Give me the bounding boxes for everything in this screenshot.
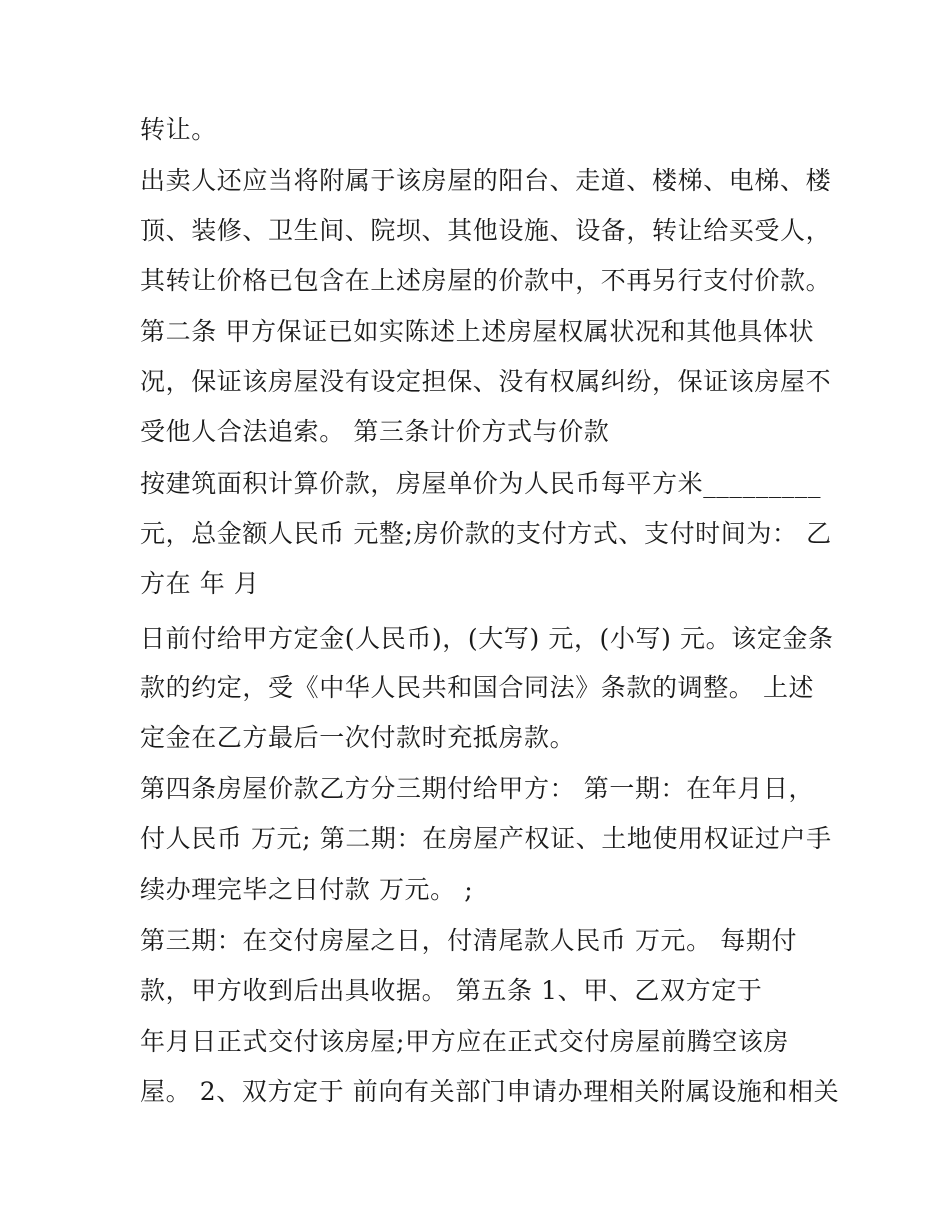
text-line: 转让。 (140, 115, 217, 144)
text-line: 日前付给甲方定金(人民币)，(大写) 元，(小写) 元。该定金条 (140, 624, 834, 653)
text-line: 续办理完毕之日付款 万元。 ; (140, 875, 474, 904)
text-line: 付人民币 万元; 第二期：在房屋产权证、土地使用权证过户手 (140, 824, 832, 853)
text-line: 定金在乙方最后一次付款时充抵房款。 (140, 723, 576, 752)
text-line: 按建筑面积计算价款，房屋单价为人民币每平方米_________ (140, 469, 822, 498)
text-line: 况，保证该房屋没有设定担保、没有权属纠纷，保证该房屋不 (140, 367, 832, 396)
text-line: 第二条 甲方保证已如实陈述上述房屋权属状况和其他具体状 (140, 317, 815, 346)
text-line: 第四条房屋价款乙方分三期付给甲方： 第一期：在年月日， (140, 774, 815, 803)
text-line: 款，甲方收到后出具收据。 第五条 1、甲、乙双方定于 (140, 976, 763, 1005)
text-line: 款的约定，受《中华人民共和国合同法》条款的调整。 上述 (140, 673, 815, 702)
text-line: 顶、装修、卫生间、院坝、其他设施、设备，转让给买受人， (140, 216, 832, 245)
text-line: 方在 年 月 (140, 569, 260, 598)
text-line: 年月日正式交付该房屋;甲方应在正式交付房屋前腾空该房 (140, 1027, 790, 1056)
text-line: 元，总金额人民币 元整;房价款的支付方式、支付时间为： 乙 (140, 519, 832, 548)
text-line: 受他人合法追索。 第三条计价方式与价款 (140, 417, 610, 446)
text-line: 其转让价格已包含在上述房屋的价款中，不再另行支付价款。 (140, 266, 832, 295)
text-line: 出卖人还应当将附属于该房屋的阳台、走道、楼梯、电梯、楼 (140, 166, 832, 195)
text-line: 屋。 2、双方定于 前向有关部门申请办理相关附属设施和相关 (140, 1077, 840, 1106)
text-line: 第三期：在交付房屋之日，付清尾款人民币 万元。 每期付 (140, 926, 798, 955)
